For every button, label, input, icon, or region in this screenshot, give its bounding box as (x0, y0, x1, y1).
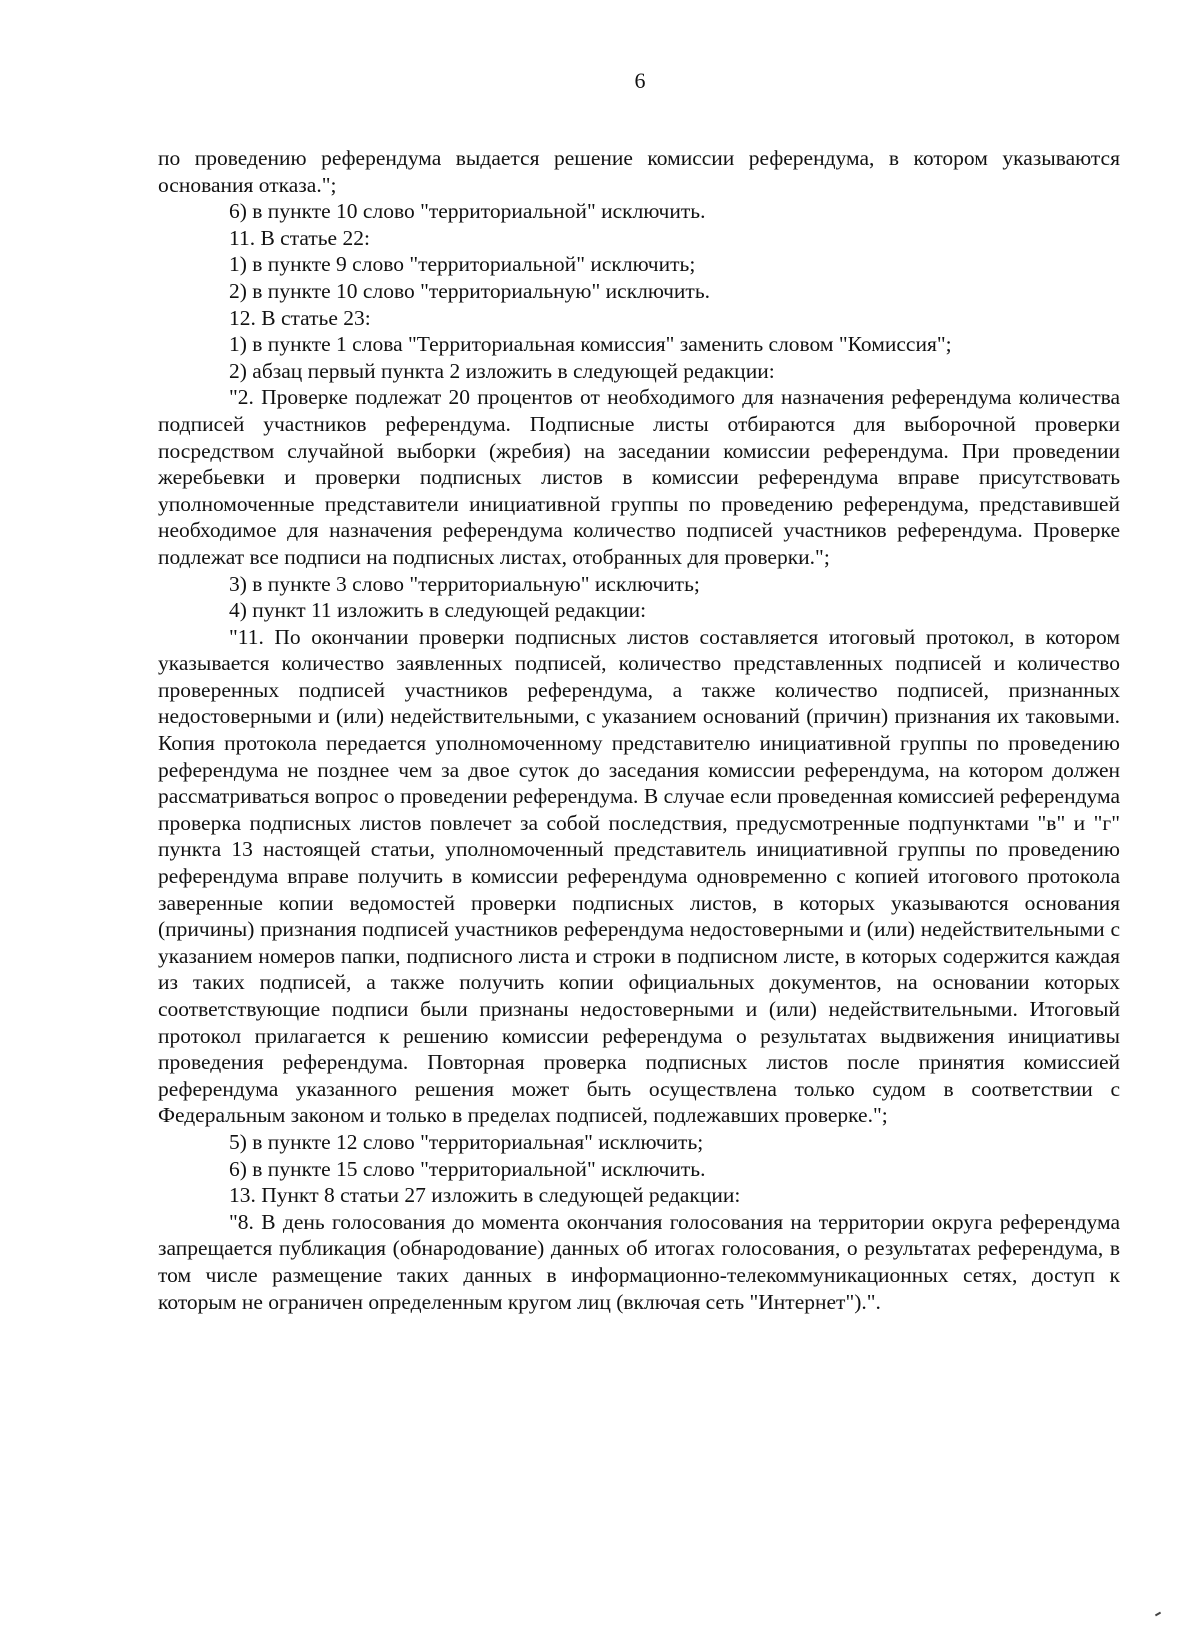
paragraph-quote-point-8: "8. В день голосования до момента окончания голосования на территории округа референдума запрещается публикация (обнародование) данных об итогах голосования, о результатах референдума, в том числе размещение таких данных в информационно-телекоммуникационных сетях, доступ к которым не ограничен определенным кругом лиц (включая сеть "Интернет").". (158, 1209, 1120, 1314)
paragraph-item-4-point-11: 4) пункт 11 изложить в следующей редакции: (229, 598, 647, 623)
paragraph-section-12: 12. В статье 23: (229, 305, 371, 330)
paragraph-item-6-point-15: 6) в пункте 15 слово "территориальной" исключить. (229, 1156, 706, 1181)
paragraph-quote-point-2: "2. Проверке подлежат 20 процентов от необходимого для назначения референдума количества подписей участников референдума. Подписные листы отбираются для выборочной проверки посредством случайной выборки (жребия) на заседании комиссии референдума. При проведении жеребьевки и проверки подписных листов в комиссии референдума вправе присутствовать уполномоченные представители инициативной группы по проведению референдума, представившей необходимое для назначения референдума количество подписей участников референдума. Проверке подлежат все подписи на подписных листах, отобранных для проверки."; (158, 385, 1120, 569)
paragraph-item-3-point-3: 3) в пункте 3 слово "территориальную" исключить; (229, 571, 700, 596)
paragraph-item-2-abzac: 2) абзац первый пункта 2 изложить в следующей редакции: (229, 358, 775, 383)
paragraph-section-11: 11. В статье 22: (229, 225, 370, 250)
paragraph-continuation: по проведению референдума выдается решение комиссии референдума, в котором указываются основания отказа."; (158, 146, 1120, 197)
document-body (158, 145, 1120, 1315)
paragraph-item-5-point-12: 5) в пункте 12 слово "территориальная" исключить; (229, 1129, 704, 1154)
paragraph-item-2-point-10: 2) в пункте 10 слово "территориальную" исключить. (229, 278, 711, 303)
paragraph-section-13: 13. Пункт 8 статьи 27 изложить в следующей редакции: (229, 1183, 741, 1208)
paragraph-item-6-point-10: 6) в пункте 10 слово "территориальной" исключить. (229, 199, 706, 224)
page-number: 6 (634, 68, 646, 93)
paragraph-quote-point-11: "11. По окончании проверки подписных листов составляется итоговый протокол, в котором указывается количество заявленных подписей, количество представленных подписей и количество проверенных подписей участников референдума, а также количество подписей, признанных недостоверными и (или) недействительными, с указанием оснований (причин) признания их таковыми. Копия протокола передается уполномоченному представителю инициативной группы по проведению референдума не позднее чем за двое суток до заседания комиссии референдума, на котором должен рассматриваться вопрос о проведении референдума. В случае если проведенная комиссией референдума проверка подписных листов повлечет за собой последствия, предусмотренные подпунктами "в" и "г" пункта 13 настоящей статьи, уполномоченный представитель инициативной группы по проведению референдума вправе получить в комиссии референдума одновременно с копией итогового протокола заверенные копии ведомостей проверки подписных листов, в которых указываются основания (причины) признания подписей участников референдума недостоверными и (или) недействительными с указанием номеров папки, подписного листа и строки в подписном листе, в которых содержится каждая из таких подписей, а также получить копии официальных документов, на основании которых соответствующие подписи были признаны недостоверными и (или) недействительными. Итоговый протокол прилагается к решению комиссии референдума о результатах выдвижения инициативы проведения референдума. Повторная проверка подписных листов после принятия комиссией референдума указанного решения может быть осуществлена только судом в соответствии с Федеральным законом и только в пределах подписей, подлежавших проверке."; (158, 624, 1120, 1128)
paragraph-item-1-point-1: 1) в пункте 1 слова "Территориальная комиссия" заменить словом "Комиссия"; (229, 332, 952, 357)
paragraph-item-1-point-9: 1) в пункте 9 слово "территориальной" исключить; (229, 252, 696, 277)
scan-speck (1155, 1612, 1161, 1617)
